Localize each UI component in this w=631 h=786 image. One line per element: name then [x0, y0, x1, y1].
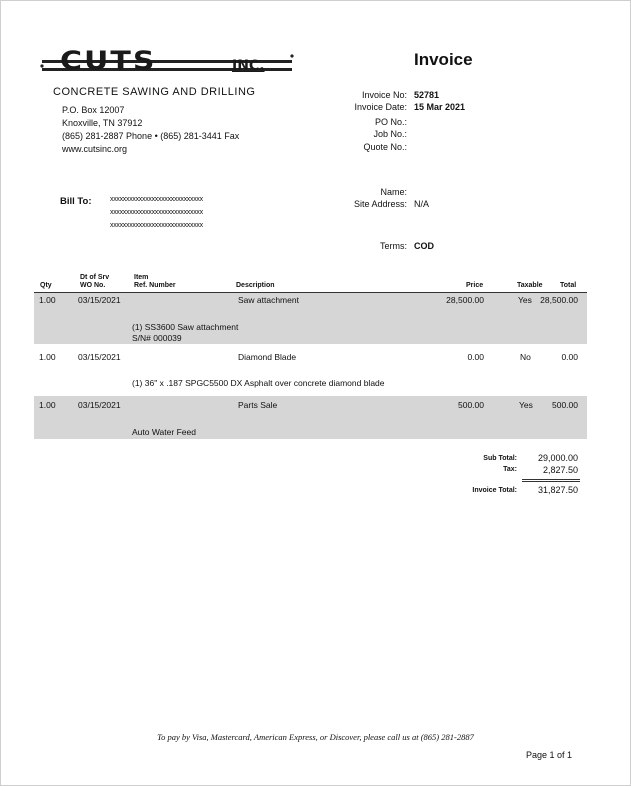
col-header-wo-no: WO No.	[80, 282, 106, 289]
row-taxable: Yes	[519, 400, 533, 410]
page-number: Page 1 of 1	[526, 750, 573, 760]
invoice-date-label: Invoice Date:	[354, 102, 407, 112]
col-header-price: Price	[466, 282, 484, 289]
row-date: 03/15/2021	[78, 295, 121, 305]
bill-to-label: Bill To:	[60, 196, 92, 207]
row-taxable: No	[520, 352, 531, 362]
row-date: 03/15/2021	[78, 400, 121, 410]
company-tagline: CONCRETE SAWING AND DRILLING	[53, 86, 256, 98]
col-header-dt-srv: Dt of Srv	[80, 274, 110, 281]
address-city: Knoxville, TN 37912	[62, 118, 143, 128]
site-address-label: Site Address:	[353, 199, 407, 209]
col-header-description: Description	[236, 282, 275, 289]
row-detail: S/N# 000039	[132, 333, 182, 343]
row-date: 03/15/2021	[78, 352, 121, 362]
site-address-value: N/A	[414, 199, 430, 209]
sub-total-label: Sub Total:	[483, 455, 517, 462]
logo-wordmark: CUTS	[60, 46, 157, 77]
row-description: Diamond Blade	[238, 352, 297, 362]
row-detail: (1) SS3600 Saw attachment	[132, 322, 239, 332]
row-total: 0.00	[561, 352, 578, 362]
invoice-no-value: 52781	[414, 90, 440, 100]
row-description: Parts Sale	[238, 400, 278, 410]
col-header-ref-number: Ref. Number	[134, 282, 176, 289]
sub-total-value: 29,000.00	[537, 453, 578, 463]
row-qty: 1.00	[39, 400, 56, 410]
row-price: 28,500.00	[446, 295, 484, 305]
name-label: Name:	[380, 187, 407, 197]
row-description: Saw attachment	[238, 295, 299, 305]
bill-to-line: xxxxxxxxxxxxxxxxxxxxxxxxxxxxx	[110, 196, 203, 203]
row-detail: (1) 36" x .187 SPGC5500 DX Asphalt over concrete diamond blade	[132, 378, 385, 388]
invoice-title: Invoice	[414, 50, 473, 69]
invoice-date-value: 15 Mar 2021	[414, 102, 466, 112]
address-phone-fax: (865) 281-2887 Phone • (865) 281-3441 Fax	[62, 131, 240, 141]
terms-value: COD	[414, 241, 434, 251]
terms-label: Terms:	[380, 241, 407, 251]
job-no-label: Job No.:	[373, 129, 407, 139]
col-header-qty: Qty	[40, 282, 52, 289]
totals-rule	[522, 481, 580, 482]
col-header-item: Item	[134, 274, 149, 281]
row-total: 500.00	[552, 400, 578, 410]
row-taxable: Yes	[518, 295, 532, 305]
row-detail: Auto Water Feed	[132, 427, 196, 437]
row-qty: 1.00	[39, 295, 56, 305]
bill-to-line: xxxxxxxxxxxxxxxxxxxxxxxxxxxxx	[110, 209, 203, 216]
invoice-total-label: Invoice Total:	[472, 487, 517, 494]
po-no-label: PO No.:	[374, 117, 407, 127]
address-po-box: P.O. Box 12007	[62, 105, 125, 115]
tax-label: Tax:	[503, 466, 517, 473]
invoice-no-label: Invoice No:	[361, 90, 407, 100]
bill-to-line: xxxxxxxxxxxxxxxxxxxxxxxxxxxxx	[110, 222, 203, 229]
quote-no-label: Quote No.:	[363, 142, 407, 152]
row-price: 0.00	[467, 352, 484, 362]
row-price: 500.00	[458, 400, 484, 410]
invoice-total-value: 31,827.50	[537, 485, 578, 495]
totals-rule	[522, 479, 580, 480]
payment-note: To pay by Visa, Mastercard, American Express, or Discover, please call us at (865) 281-2887	[157, 732, 474, 742]
address-website: www.cutsinc.org	[62, 144, 128, 154]
row-total: 28,500.00	[540, 295, 578, 305]
logo-inc: INC.	[232, 58, 265, 74]
col-header-taxable: Taxable	[517, 282, 543, 289]
row-qty: 1.00	[39, 352, 56, 362]
col-header-total: Total	[560, 282, 577, 289]
tax-value: 2,827.50	[542, 465, 578, 475]
